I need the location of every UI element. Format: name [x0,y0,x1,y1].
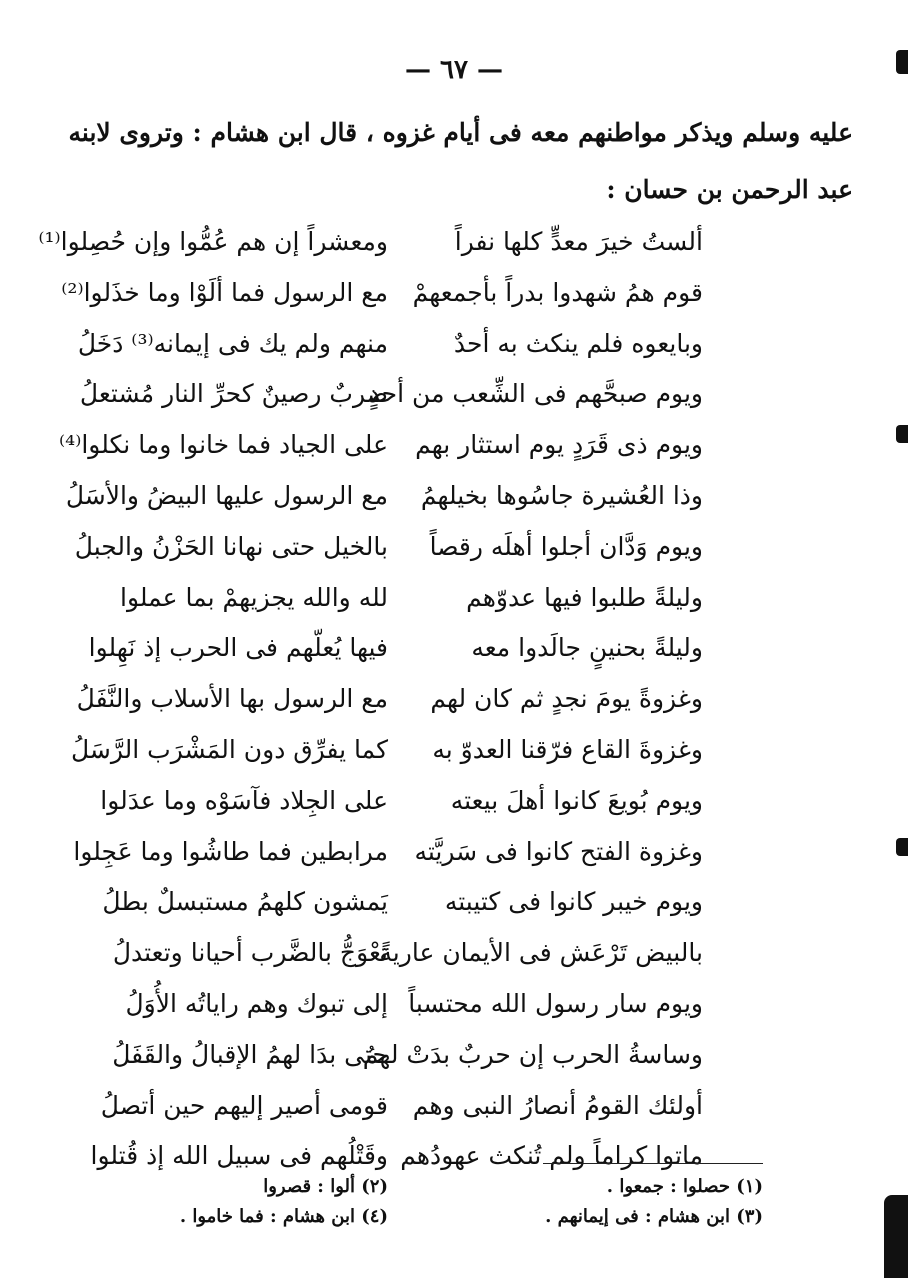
hemistich-left: تعْوَجُّ بالضَّرب أحيانا وتعتدلُ [112,938,388,968]
hemistich-left: حتى بدَا لهمُ الإقبالُ والقَفَلُ [112,1039,388,1069]
hemistich-left: يَمشون كلهمُ مستبسلٌ بطلُ [102,887,388,917]
hemistich-left: منهم ولم يك فى إيمانه⁽³⁾ دَخَلُ [77,328,388,358]
hemistich-left: بالخيل حتى نهانا الحَزْنُ والجبلُ [74,531,388,561]
hemistich-left: إلى تبوك وهم راياتُه الأُوَلُ [125,988,388,1018]
hemistich-right: وغزوةَ القاع فرّقنا العدوّ به [432,734,703,764]
hemistich-right: وبايعوه فلم ينكث به أحدٌ [453,328,703,358]
verse [0,679,908,730]
verse [0,1035,908,1086]
scan-edge-mark [896,838,908,856]
hemistich-right: ويوم ذى قَرَدٍ يوم استثار بهم [415,430,703,460]
verse [0,578,908,629]
verse [0,882,908,933]
verse [0,374,908,425]
hemistich-right: ألستُ خيرَ معدٍّ كلها نفراً [454,227,703,256]
hemistich-left: على الجِلاد فآسَوْه وما عدَلوا [100,785,388,815]
hemistich-left: فيها يُعلّهم فى الحرب إذ نَهِلوا [88,633,388,663]
verse [0,425,908,476]
footnote-2: (٢) ألوا : قصروا [263,1176,388,1197]
hemistich-right: ويوم وَدَّان أجلوا أهلَه رقصاً [429,531,703,561]
hemistich-right: ويوم بُويعَ كانوا أهلَ بيعته [450,785,703,815]
hemistich-right: ويوم سار رسول الله محتسباً [408,988,703,1018]
hemistich-left: وقَتْلُهم فى سبيل الله إذ قُتلوا [90,1141,388,1171]
verse [0,527,908,578]
verse [0,984,908,1035]
page-number: — ٦٧ — [404,55,504,85]
footnote-divider [543,1163,763,1164]
verse [0,1136,908,1187]
hemistich-left: لله والله يجزيهمْ بما عملوا [120,582,388,612]
hemistich-left: ومعشراً إن هم عُمُّوا وإن حُصِلوا⁽¹⁾ [38,227,388,256]
verse [0,628,908,679]
footnote-3: (٣) ابن هشام : فى إيمانهم . [545,1206,763,1227]
hemistich-right: وذا العُشيرة جاسُوها بخيلهمُ [420,480,703,510]
scan-edge-mark [884,1195,908,1278]
hemistich-left: قومى أصير إليهم حين أتصلُ [100,1090,388,1120]
footnote-1: (١) حصلوا : جمعوا . [606,1176,763,1197]
verse [0,781,908,832]
footnote-4: (٤) ابن هشام : فما خاموا . [179,1206,388,1227]
hemistich-left: كما يفرِّق دون المَشْرَب الرَّسَلُ [70,734,388,764]
poem [0,222,908,1187]
hemistich-right: وساسةُ الحرب إن حربٌ بدَتْ لهمُ [362,1039,703,1069]
verse [0,476,908,527]
hemistich-right: أولئك القومُ أنصارُ النبى وهم [412,1090,703,1120]
verse [0,730,908,781]
verse [0,832,908,883]
hemistich-right: ويوم صبحَّهم فى الشِّعب من أحدٍ [368,379,703,409]
hemistich-right: وغزوةً يومَ نجدٍ ثم كان لهم [430,684,703,714]
hemistich-right: وليلةً بحنينٍ جالَدوا معه [471,633,703,663]
hemistich-right: بالبيض تَرْعَش فى الأيمان عاريةً [379,938,703,968]
verse [0,324,908,375]
hemistich-right: قوم همُ شهدوا بدراً بأجمعهمْ [412,277,703,307]
verse [0,273,908,324]
hemistich-right: وليلةً طلبوا فيها عدوّهم [466,582,703,612]
verse [0,1086,908,1137]
intro-line-1: عليه وسلم ويذكر مواطنهم معه فى أيام غزوه ، قال ابن هشام : وتروى لابنه [68,118,853,147]
hemistich-left: مع الرسول عليها البيضُ والأسَلُ [65,480,388,510]
hemistich-right: ماتوا كراماً ولم تُنكث عهودُهم [400,1141,703,1171]
hemistich-right: ويوم خيبر كانوا فى كتيبته [444,887,703,917]
hemistich-left: مع الرسول بها الأسلاب والنَّفَلُ [76,684,388,714]
verse [0,222,908,273]
hemistich-left: مع الرسول فما ألَوْا وما خذَلوا⁽²⁾ [61,277,388,307]
verse [0,933,908,984]
scan-edge-mark [896,425,908,443]
hemistich-right: وغزوة الفتح كانوا فى سَريَّته [414,836,703,866]
hemistich-left: على الجياد فما خانوا وما نكلوا⁽⁴⁾ [59,430,388,460]
scan-edge-mark [896,50,908,74]
hemistich-left: ضربٌ رصينٌ كحرِّ النار مُشتعلُ [79,379,388,409]
hemistich-left: مرابطين فما طاشُوا وما عَجِلوا [73,836,388,866]
intro-line-2: عبد الرحمن بن حسان : [606,175,853,204]
